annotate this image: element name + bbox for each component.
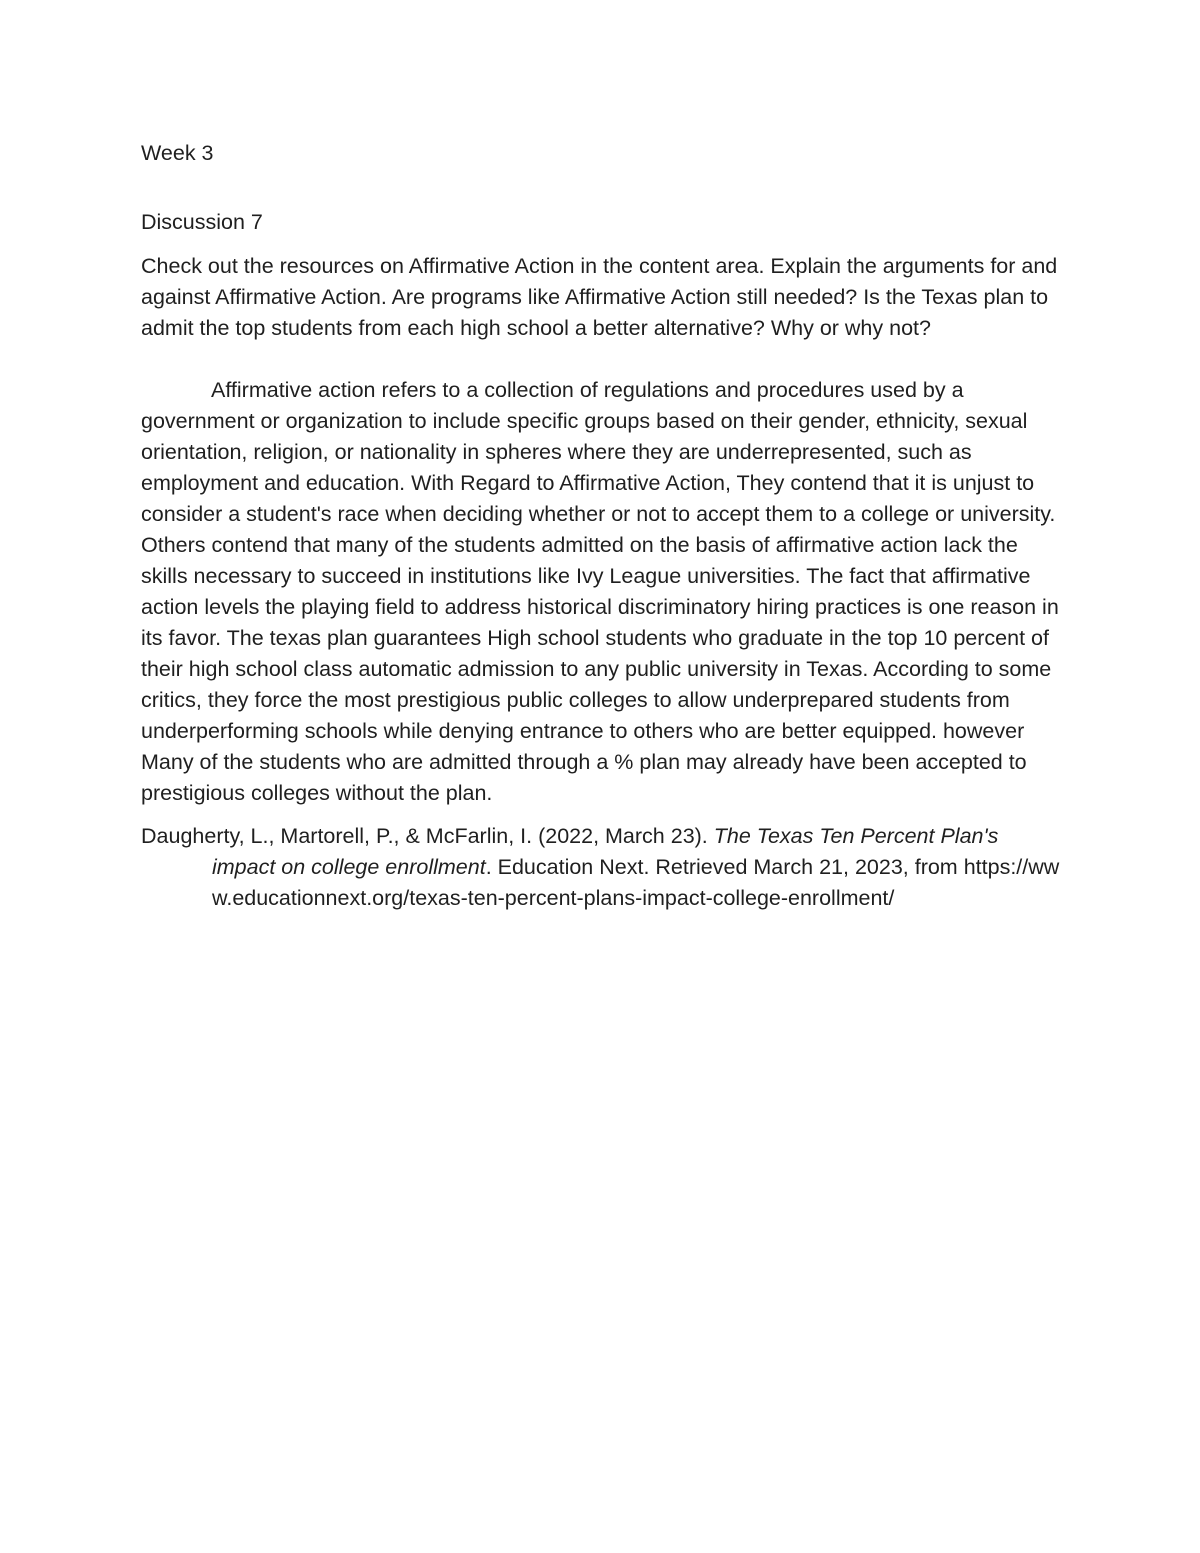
- discussion-title: Discussion 7: [141, 210, 263, 234]
- citation-title: The Texas Ten Percent Plan's impact on college enrollment: [212, 824, 999, 879]
- discussion-prompt: Check out the resources on Affirmative Action in the content area. Explain the arguments for and against Affirmative Action. Are programs like Affirmative Action still needed? Is the Texas plan to admit the top students from each high school a better alternative? Why or why not?: [141, 254, 1058, 340]
- week-label: Week 3: [141, 141, 214, 165]
- document-body: [141, 138, 1066, 914]
- discussion-answer: Affirmative action refers to a collection of regulations and procedures used by a government or organization to include specific groups based on their gender, ethnicity, sexual orientation, religion, or nationality in spheres where they are underrepresented, such as employment and education. With Regard to Affirmative Action, They contend that it is unjust to consider a student's race when deciding whether or not to accept them to a college or university. Others contend that many of the students admitted on the basis of affirmative action lack the skills necessary to succeed in institutions like Ivy League universities. The fact that affirmative action levels the playing field to address historical discriminatory hiring practices is one reason in its favor. The texas plan guarantees High school students who graduate in the top 10 percent of their high school class automatic admission to any public university in Texas. According to some critics, they force the most prestigious public colleges to allow underprepared students from underperforming schools while denying entrance to others who are better equipped. however Many of the students who are admitted through a % plan may already have been accepted to prestigious colleges without the plan.: [141, 378, 1059, 805]
- reference-citation: [141, 821, 1066, 914]
- citation-authors-date: Daugherty, L., Martorell, P., & McFarlin, I. (2022, March 23).: [141, 824, 714, 848]
- citation-publisher: . Education Next. Retrieved March 21, 2023, from: [485, 855, 964, 879]
- citation-url: https://www.educationnext.org/texas-ten-percent-plans-impact-college-enrollment/: [212, 855, 1060, 910]
